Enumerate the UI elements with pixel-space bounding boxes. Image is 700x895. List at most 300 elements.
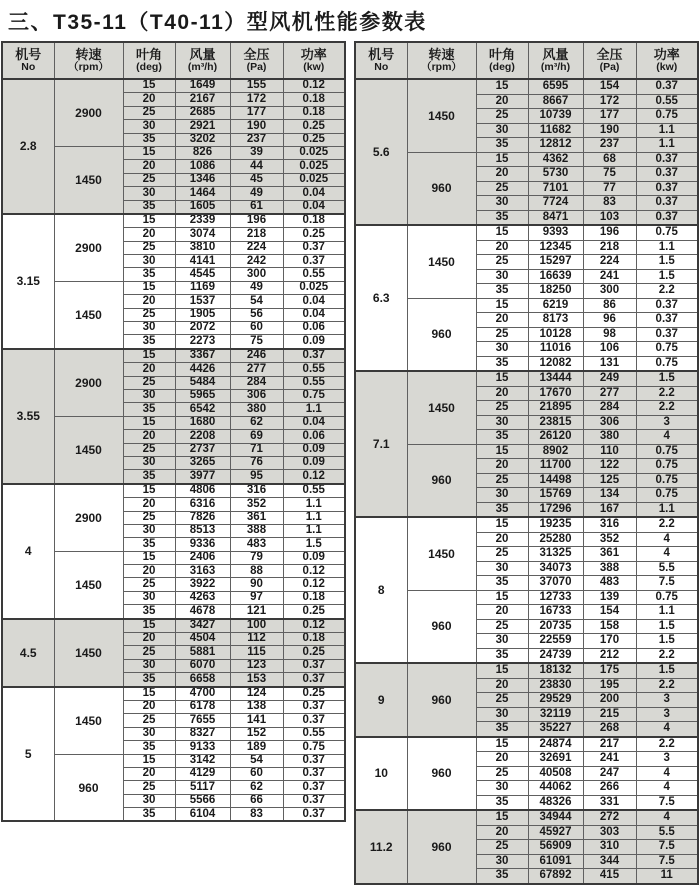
blade-angle-cell: 25 <box>123 376 175 389</box>
pressure-cell: 103 <box>583 210 636 225</box>
air-flow-cell: 3202 <box>175 133 230 146</box>
table-row <box>355 810 698 825</box>
machine-no-cell: 3.15 <box>2 214 54 349</box>
power-cell: 7.5 <box>636 795 698 810</box>
air-flow-cell: 2406 <box>175 551 230 564</box>
power-cell: 1.1 <box>283 524 345 537</box>
column-header <box>355 42 407 79</box>
power-cell: 3 <box>636 707 698 722</box>
power-cell: 0.37 <box>636 181 698 196</box>
column-header-name: 叶角 <box>488 46 515 62</box>
power-cell: 0.37 <box>283 808 345 822</box>
power-cell: 0.04 <box>283 416 345 429</box>
blade-angle-cell: 15 <box>476 225 528 240</box>
column-header-unit: (deg) <box>489 60 515 73</box>
column-header <box>230 42 283 79</box>
pressure-cell: 83 <box>230 808 283 822</box>
air-flow-cell: 6316 <box>175 498 230 511</box>
speed-cell: 1450 <box>407 371 476 444</box>
blade-angle-cell: 20 <box>123 160 175 173</box>
blade-angle-cell: 25 <box>123 308 175 321</box>
blade-angle-cell: 30 <box>123 255 175 268</box>
blade-angle-cell: 25 <box>123 578 175 591</box>
blade-angle-cell: 30 <box>476 123 528 138</box>
air-flow-cell: 8173 <box>528 313 583 328</box>
air-flow-cell: 3977 <box>175 470 230 484</box>
air-flow-cell: 2072 <box>175 322 230 335</box>
air-flow-cell: 15769 <box>528 488 583 503</box>
power-cell: 0.025 <box>283 173 345 186</box>
pressure-cell: 39 <box>230 146 283 159</box>
blade-angle-cell: 35 <box>476 502 528 517</box>
column-header <box>528 42 583 79</box>
air-flow-cell: 5965 <box>175 389 230 402</box>
pressure-cell: 86 <box>583 298 636 313</box>
table-row <box>355 152 698 167</box>
pressure-cell: 189 <box>230 741 283 754</box>
pressure-cell: 138 <box>230 700 283 713</box>
pressure-cell: 241 <box>583 269 636 284</box>
table-header <box>355 42 698 79</box>
pressure-cell: 300 <box>583 284 636 299</box>
column-header-unit: (m³/h) <box>540 60 571 73</box>
pressure-cell: 112 <box>230 633 283 646</box>
pressure-cell: 218 <box>230 228 283 241</box>
page-title: 三、T35-11（T40-11）型风机性能参数表 <box>8 11 427 34</box>
power-cell: 0.12 <box>283 79 345 93</box>
pressure-cell: 115 <box>230 646 283 659</box>
power-cell: 1.5 <box>636 371 698 386</box>
pressure-cell: 124 <box>230 687 283 701</box>
pressure-cell: 121 <box>230 605 283 619</box>
pressure-cell: 68 <box>583 152 636 167</box>
blade-angle-cell: 25 <box>123 173 175 186</box>
blade-angle-cell: 30 <box>476 415 528 430</box>
power-cell: 7.5 <box>636 576 698 591</box>
pressure-cell: 96 <box>583 313 636 328</box>
power-cell: 0.06 <box>283 322 345 335</box>
air-flow-cell: 11700 <box>528 459 583 474</box>
air-flow-cell: 3810 <box>175 241 230 254</box>
pressure-cell: 49 <box>230 187 283 200</box>
power-cell: 0.25 <box>283 646 345 659</box>
air-flow-cell: 4806 <box>175 484 230 498</box>
column-header <box>476 42 528 79</box>
machine-no-cell: 4.5 <box>2 619 54 687</box>
blade-angle-cell: 20 <box>476 532 528 547</box>
power-cell: 0.12 <box>283 578 345 591</box>
power-cell: 0.37 <box>283 659 345 672</box>
pressure-cell: 61 <box>230 200 283 214</box>
blade-angle-cell: 15 <box>476 810 528 825</box>
air-flow-cell: 18132 <box>528 663 583 678</box>
air-flow-cell: 31325 <box>528 547 583 562</box>
machine-no-cell: 6.3 <box>355 225 407 371</box>
air-flow-cell: 45927 <box>528 825 583 840</box>
blade-angle-cell: 15 <box>123 349 175 363</box>
air-flow-cell: 4141 <box>175 255 230 268</box>
header-row <box>355 42 698 79</box>
power-cell: 0.55 <box>283 484 345 498</box>
blade-angle-cell: 35 <box>476 576 528 591</box>
air-flow-cell: 56909 <box>528 840 583 855</box>
fan-spec-table-left <box>1 41 346 822</box>
air-flow-cell: 2167 <box>175 93 230 106</box>
air-flow-cell: 3074 <box>175 228 230 241</box>
power-cell: 0.04 <box>283 308 345 321</box>
pressure-cell: 175 <box>583 663 636 678</box>
pressure-cell: 331 <box>583 795 636 810</box>
power-cell: 1.1 <box>283 511 345 524</box>
machine-no-cell: 7.1 <box>355 371 407 517</box>
blade-angle-cell: 20 <box>476 459 528 474</box>
power-cell: 4 <box>636 430 698 445</box>
column-header-name: 功率 <box>300 46 327 62</box>
air-flow-cell: 9336 <box>175 538 230 551</box>
blade-angle-cell: 25 <box>476 401 528 416</box>
air-flow-cell: 6542 <box>175 403 230 416</box>
pressure-cell: 155 <box>230 79 283 93</box>
pressure-cell: 76 <box>230 456 283 469</box>
air-flow-cell: 1464 <box>175 187 230 200</box>
pressure-cell: 483 <box>583 576 636 591</box>
blade-angle-cell: 15 <box>123 619 175 633</box>
pressure-cell: 123 <box>230 659 283 672</box>
pressure-cell: 98 <box>583 327 636 342</box>
pressure-cell: 247 <box>583 766 636 781</box>
power-cell: 0.75 <box>636 444 698 459</box>
speed-cell: 960 <box>407 298 476 371</box>
power-cell: 2.2 <box>636 517 698 532</box>
machine-no-cell: 4 <box>2 484 54 619</box>
blade-angle-cell: 20 <box>123 565 175 578</box>
blade-angle-cell: 25 <box>476 255 528 270</box>
pressure-cell: 100 <box>230 619 283 633</box>
blade-angle-cell: 20 <box>476 167 528 182</box>
power-cell: 0.18 <box>283 106 345 119</box>
air-flow-cell: 8327 <box>175 727 230 740</box>
power-cell: 1.5 <box>636 663 698 678</box>
pressure-cell: 66 <box>230 794 283 807</box>
column-header-unit: (Pa) <box>599 60 620 73</box>
blade-angle-cell: 15 <box>476 298 528 313</box>
power-cell: 0.37 <box>283 754 345 767</box>
pressure-cell: 380 <box>583 430 636 445</box>
air-flow-cell: 4426 <box>175 363 230 376</box>
pressure-cell: 190 <box>583 123 636 138</box>
blade-angle-cell: 15 <box>476 517 528 532</box>
blade-angle-cell: 15 <box>476 737 528 752</box>
air-flow-cell: 8471 <box>528 210 583 225</box>
blade-angle-cell: 35 <box>123 673 175 687</box>
blade-angle-cell: 35 <box>476 430 528 445</box>
power-cell: 0.37 <box>636 79 698 94</box>
pressure-cell: 196 <box>583 225 636 240</box>
pressure-cell: 200 <box>583 693 636 708</box>
pressure-cell: 483 <box>230 538 283 551</box>
pressure-cell: 177 <box>583 109 636 124</box>
power-cell: 1.1 <box>636 240 698 255</box>
blade-angle-cell: 20 <box>123 363 175 376</box>
air-flow-cell: 4263 <box>175 591 230 604</box>
table-row <box>355 444 698 459</box>
pressure-cell: 177 <box>230 106 283 119</box>
pressure-cell: 60 <box>230 767 283 780</box>
air-flow-cell: 12812 <box>528 138 583 153</box>
blade-angle-cell: 35 <box>123 808 175 822</box>
power-cell: 0.75 <box>636 342 698 357</box>
power-cell: 0.09 <box>283 335 345 349</box>
table-body <box>355 79 698 884</box>
machine-no-cell: 8 <box>355 517 407 663</box>
power-cell: 0.75 <box>636 225 698 240</box>
power-cell: 4 <box>636 722 698 737</box>
power-cell: 0.75 <box>283 389 345 402</box>
air-flow-cell: 5117 <box>175 781 230 794</box>
air-flow-cell: 26120 <box>528 430 583 445</box>
column-header-name: 叶角 <box>135 46 162 62</box>
air-flow-cell: 12345 <box>528 240 583 255</box>
blade-angle-cell: 30 <box>123 591 175 604</box>
pressure-cell: 54 <box>230 754 283 767</box>
air-flow-cell: 3265 <box>175 456 230 469</box>
power-cell: 0.04 <box>283 295 345 308</box>
power-cell: 1.1 <box>283 498 345 511</box>
header-row <box>2 42 345 79</box>
power-cell: 2.2 <box>636 284 698 299</box>
air-flow-cell: 19235 <box>528 517 583 532</box>
air-flow-cell: 13444 <box>528 371 583 386</box>
power-cell: 1.1 <box>636 123 698 138</box>
blade-angle-cell: 25 <box>123 511 175 524</box>
power-cell: 0.25 <box>283 133 345 146</box>
column-header-name: 风量 <box>542 46 569 62</box>
speed-cell: 1450 <box>407 79 476 152</box>
air-flow-cell: 7724 <box>528 196 583 211</box>
air-flow-cell: 2208 <box>175 430 230 443</box>
power-cell: 0.025 <box>283 281 345 294</box>
speed-cell: 2900 <box>54 349 123 416</box>
air-flow-cell: 4678 <box>175 605 230 619</box>
table-body <box>2 79 345 821</box>
pressure-cell: 167 <box>583 502 636 517</box>
table-row <box>2 619 345 633</box>
blade-angle-cell: 30 <box>476 854 528 869</box>
speed-cell: 960 <box>407 590 476 663</box>
blade-angle-cell: 20 <box>123 295 175 308</box>
pressure-cell: 217 <box>583 737 636 752</box>
air-flow-cell: 24874 <box>528 737 583 752</box>
air-flow-cell: 32119 <box>528 707 583 722</box>
table-row <box>2 551 345 564</box>
power-cell: 4 <box>636 810 698 825</box>
speed-cell: 1450 <box>54 551 123 618</box>
blade-angle-cell: 35 <box>476 648 528 663</box>
air-flow-cell: 1680 <box>175 416 230 429</box>
column-header-unit: No <box>374 60 389 73</box>
air-flow-cell: 5881 <box>175 646 230 659</box>
table-row <box>2 484 345 498</box>
pressure-cell: 153 <box>230 673 283 687</box>
power-cell: 0.37 <box>283 794 345 807</box>
blade-angle-cell: 25 <box>123 714 175 727</box>
blade-angle-cell: 30 <box>123 456 175 469</box>
blade-angle-cell: 35 <box>123 741 175 754</box>
blade-angle-cell: 30 <box>123 120 175 133</box>
air-flow-cell: 7826 <box>175 511 230 524</box>
power-cell: 2.2 <box>636 648 698 663</box>
blade-angle-cell: 35 <box>123 133 175 146</box>
pressure-cell: 170 <box>583 634 636 649</box>
power-cell: 4 <box>636 781 698 796</box>
blade-angle-cell: 30 <box>476 196 528 211</box>
air-flow-cell: 2339 <box>175 214 230 228</box>
pressure-cell: 215 <box>583 707 636 722</box>
power-cell: 0.37 <box>636 313 698 328</box>
pressure-cell: 195 <box>583 678 636 693</box>
air-flow-cell: 1086 <box>175 160 230 173</box>
blade-angle-cell: 15 <box>476 444 528 459</box>
blade-angle-cell: 15 <box>476 152 528 167</box>
air-flow-cell: 40508 <box>528 766 583 781</box>
power-cell: 7.5 <box>636 840 698 855</box>
power-cell: 2.2 <box>636 386 698 401</box>
pressure-cell: 90 <box>230 578 283 591</box>
air-flow-cell: 61091 <box>528 854 583 869</box>
table-row <box>2 754 345 767</box>
pressure-cell: 352 <box>230 498 283 511</box>
power-cell: 0.37 <box>636 152 698 167</box>
column-header-unit: (deg) <box>136 60 162 73</box>
table-row <box>2 281 345 294</box>
blade-angle-cell: 25 <box>476 693 528 708</box>
power-cell: 0.55 <box>283 363 345 376</box>
pressure-cell: 242 <box>230 255 283 268</box>
pressure-cell: 83 <box>583 196 636 211</box>
pressure-cell: 310 <box>583 840 636 855</box>
column-header-name: 机号 <box>368 46 395 62</box>
speed-cell: 1450 <box>407 517 476 590</box>
power-cell: 0.25 <box>283 120 345 133</box>
blade-angle-cell: 35 <box>476 795 528 810</box>
blade-angle-cell: 35 <box>476 356 528 371</box>
power-cell: 1.5 <box>636 634 698 649</box>
pressure-cell: 352 <box>583 532 636 547</box>
pressure-cell: 237 <box>583 138 636 153</box>
machine-no-cell: 11.2 <box>355 810 407 884</box>
table-header <box>2 42 345 79</box>
air-flow-cell: 22559 <box>528 634 583 649</box>
power-cell: 0.37 <box>636 327 698 342</box>
column-header <box>636 42 698 79</box>
air-flow-cell: 3142 <box>175 754 230 767</box>
power-cell: 4 <box>636 532 698 547</box>
blade-angle-cell: 20 <box>123 430 175 443</box>
air-flow-cell: 24739 <box>528 648 583 663</box>
blade-angle-cell: 15 <box>123 484 175 498</box>
blade-angle-cell: 20 <box>123 93 175 106</box>
blade-angle-cell: 30 <box>476 561 528 576</box>
air-flow-cell: 5730 <box>528 167 583 182</box>
pressure-cell: 266 <box>583 781 636 796</box>
column-header-unit: (Pa) <box>246 60 267 73</box>
power-cell: 0.37 <box>636 167 698 182</box>
blade-angle-cell: 35 <box>123 538 175 551</box>
power-cell: 0.55 <box>283 268 345 281</box>
air-flow-cell: 18250 <box>528 284 583 299</box>
blade-angle-cell: 30 <box>123 794 175 807</box>
blade-angle-cell: 30 <box>123 727 175 740</box>
blade-angle-cell: 25 <box>123 646 175 659</box>
power-cell: 0.37 <box>283 673 345 687</box>
air-flow-cell: 6104 <box>175 808 230 822</box>
pressure-cell: 154 <box>583 79 636 94</box>
blade-angle-cell: 35 <box>476 210 528 225</box>
power-cell: 7.5 <box>636 854 698 869</box>
air-flow-cell: 11682 <box>528 123 583 138</box>
power-cell: 4 <box>636 766 698 781</box>
blade-angle-cell: 15 <box>123 551 175 564</box>
pressure-cell: 272 <box>583 810 636 825</box>
power-cell: 3 <box>636 693 698 708</box>
blade-angle-cell: 20 <box>123 633 175 646</box>
pressure-cell: 56 <box>230 308 283 321</box>
air-flow-cell: 44062 <box>528 781 583 796</box>
pressure-cell: 388 <box>230 524 283 537</box>
air-flow-cell: 3427 <box>175 619 230 633</box>
blade-angle-cell: 35 <box>476 284 528 299</box>
air-flow-cell: 6178 <box>175 700 230 713</box>
air-flow-cell: 37070 <box>528 576 583 591</box>
air-flow-cell: 1905 <box>175 308 230 321</box>
pressure-cell: 172 <box>583 94 636 109</box>
speed-cell: 2900 <box>54 484 123 551</box>
power-cell: 0.75 <box>283 741 345 754</box>
power-cell: 0.37 <box>636 210 698 225</box>
blade-angle-cell: 25 <box>123 781 175 794</box>
column-header <box>407 42 476 79</box>
machine-no-cell: 5 <box>2 687 54 822</box>
air-flow-cell: 7101 <box>528 181 583 196</box>
pressure-cell: 172 <box>230 93 283 106</box>
speed-cell: 1450 <box>407 225 476 298</box>
blade-angle-cell: 25 <box>476 473 528 488</box>
air-flow-cell: 67892 <box>528 869 583 884</box>
blade-angle-cell: 15 <box>123 281 175 294</box>
air-flow-cell: 23830 <box>528 678 583 693</box>
table-row <box>355 371 698 386</box>
power-cell: 4 <box>636 547 698 562</box>
blade-angle-cell: 20 <box>476 94 528 109</box>
blade-angle-cell: 15 <box>123 214 175 228</box>
air-flow-cell: 21895 <box>528 401 583 416</box>
air-flow-cell: 7655 <box>175 714 230 727</box>
power-cell: 2.2 <box>636 737 698 752</box>
column-header <box>583 42 636 79</box>
pressure-cell: 152 <box>230 727 283 740</box>
table-row <box>355 590 698 605</box>
speed-cell: 960 <box>407 444 476 517</box>
power-cell: 0.04 <box>283 200 345 214</box>
air-flow-cell: 5566 <box>175 794 230 807</box>
power-cell: 0.37 <box>636 298 698 313</box>
air-flow-cell: 826 <box>175 146 230 159</box>
power-cell: 0.37 <box>283 714 345 727</box>
pressure-cell: 212 <box>583 648 636 663</box>
air-flow-cell: 10739 <box>528 109 583 124</box>
blade-angle-cell: 25 <box>476 547 528 562</box>
table-row <box>2 146 345 159</box>
